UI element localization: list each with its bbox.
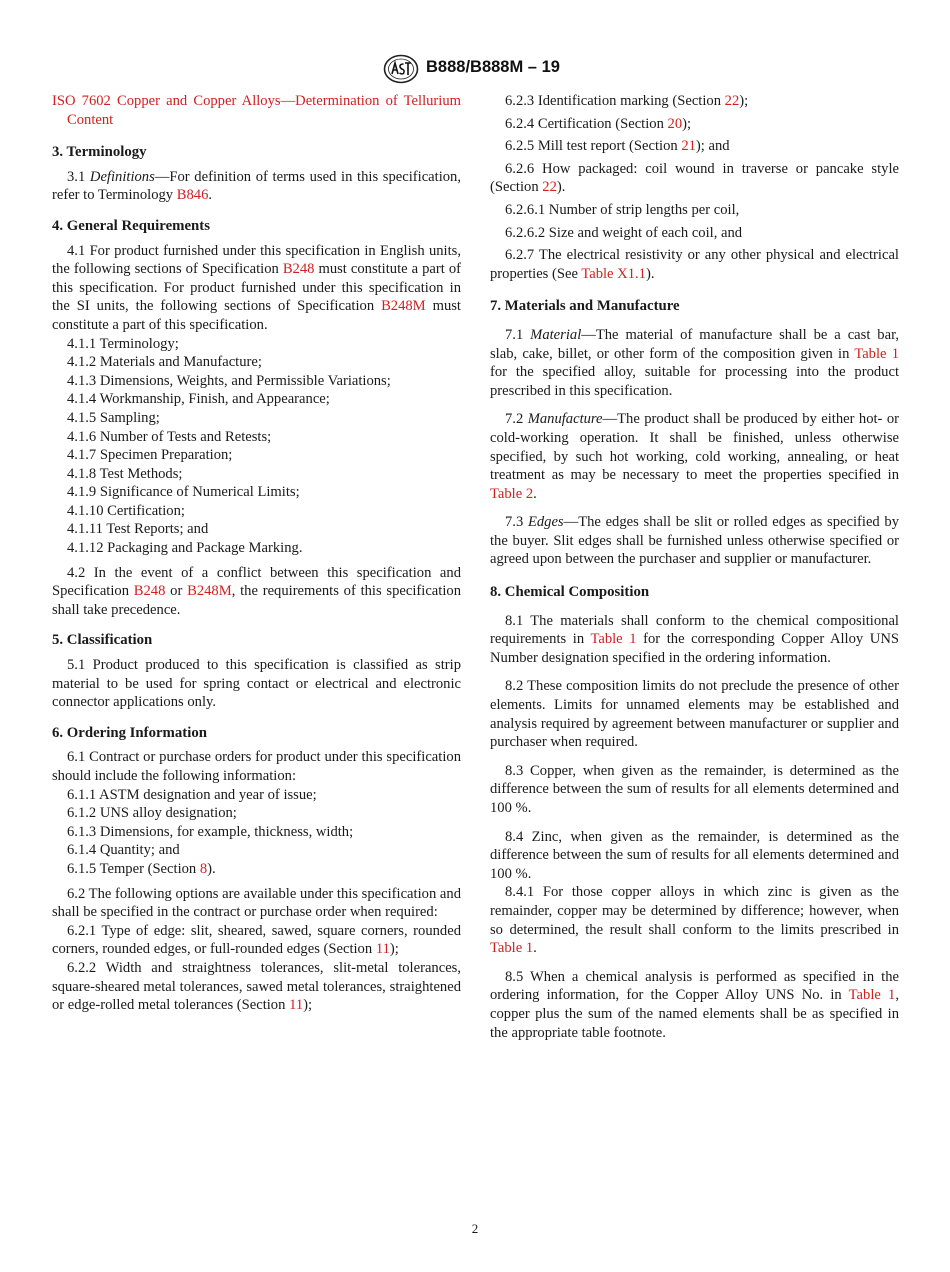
section-heading-8: 8. Chemical Composition [490, 584, 650, 601]
iso-code-link[interactable]: ISO 7602 [52, 93, 111, 109]
paragraph-8-3: 8.3 Copper, when given as the remainder, is determined as the difference between the sum of results for all elements determined and 100 %. [490, 762, 899, 816]
page-number: 2 [471, 1221, 479, 1236]
list-item: 4.1.4 Workmanship, Finish, and Appearance; [67, 391, 330, 408]
table-1-link[interactable]: Table 1 [854, 345, 899, 362]
section-heading-5: 5. Classification [52, 632, 153, 649]
paragraph-7-2: 7.2 Manufacture—The product shall be produced by either hot- or cold-working operation. It shall be finished, unless otherwise specified, by such hot working, cold working, annealing, or heat treatment as may be necessary to meet the properties specified in Table 2. [490, 411, 900, 502]
list-item: 6.1.5 Temper (Section 8). [67, 860, 216, 877]
list-item: 6.1.1 ASTM designation and year of issue; [67, 786, 317, 803]
list-item: 4.1.9 Significance of Numerical Limits; [67, 484, 300, 501]
iso-reference [52, 92, 461, 129]
table-x1-1-link[interactable]: Table X1.1 [581, 265, 646, 282]
section-22-link[interactable]: 22 [542, 179, 557, 196]
table-2-link[interactable]: Table 2 [490, 485, 534, 502]
list-item: 6.1.4 Quantity; and [67, 842, 180, 859]
paragraph-8-5: 8.5 When a chemical analysis is performed as specified in the ordering information, for the Copper Alloy UNS No. in Table 1, copper plus the sum of the named elements shall be as specified in the appropriate table footnote. [490, 968, 899, 1041]
paragraph-8-4-1: 8.4.1 For those copper alloys in which zinc is given as the remainder, copper may be determined by difference; however, when so determined, the result shall conform to the limits prescribed in Table 1. [490, 884, 899, 957]
left-column [52, 92, 461, 1015]
list-item: 4.1.2 Materials and Manufacture; [67, 354, 262, 371]
paragraph-6-2-6-1: 6.2.6.1 Number of strip lengths per coil, [505, 201, 740, 218]
section-21-link[interactable]: 21 [681, 138, 696, 155]
table-1-link[interactable]: Table 1 [590, 631, 637, 648]
iso-title-link[interactable]: Copper and Copper Alloys—Determination of Tellurium Content [67, 93, 461, 128]
section-20-link[interactable]: 20 [667, 115, 683, 132]
paragraph-6-2-5: 6.2.5 Mill test report (Section 21); and [505, 138, 730, 155]
paragraph-8-4: 8.4 Zinc, when given as the remainder, is determined as the difference between the sum of results for all elements determined and 100 %. [490, 828, 899, 882]
page-header [0, 54, 950, 84]
paragraph-4-2: 4.2 In the event of a conflict between this specification and Specification B248 or B248M, the requirements of this specification shall take precedence. [52, 564, 461, 618]
paragraph-7-1: 7.1 Material—The material of manufacture shall be a cast bar, slab, cake, billet, or other form of the composition given in Table 1 for the specified alloy, suitable for processing into the product prescribed in this specification. [490, 326, 900, 399]
list-item: 4.1.3 Dimensions, Weights, and Permissible Variations; [67, 372, 391, 389]
standard-designation: B888/B888M – 19 [426, 58, 560, 76]
paragraph-4-1: 4.1 For product furnished under this specification in English units, the following sections of Specification B248 must constitute a part of this specification. For product furnished under this specification in the SI units, the following sections of Specification B248M must constitute a part of this specification. [52, 242, 461, 333]
list-item: 6.1.3 Dimensions, for example, thickness, width; [67, 823, 354, 840]
b248m-link[interactable]: B248M [187, 583, 232, 600]
list-item: 4.1.6 Number of Tests and Retests; [67, 428, 272, 445]
paragraph-6-2-3: 6.2.3 Identification marking (Section 22); [505, 93, 749, 109]
list-item: 4.1.10 Certification; [67, 502, 185, 519]
paragraph-7-3: 7.3 Edges—The edges shall be slit or rolled edges as specified by the buyer. Slit edges shall be furnished unless otherwise specified or agreed upon between the purchaser and supplier or manufacturer. [490, 514, 900, 568]
paragraph-6-2-1: 6.2.1 Type of edge: slit, sheared, sawed, square corners, rounded corners, rounded edges, or full-rounded edges (Section 11); [52, 922, 461, 958]
b248-link[interactable]: B248 [282, 261, 315, 278]
paragraph-6-1: 6.1 Contract or purchase orders for product under this specification should include the following information: [52, 749, 461, 784]
list-item: 4.1.5 Sampling; [67, 409, 160, 426]
section-heading-3: 3. Terminology [52, 144, 147, 161]
list-item: 4.1.12 Packaging and Package Marking. [67, 540, 303, 557]
list-item: 4.1.1 Terminology; [67, 335, 179, 352]
paragraph-6-2-2: 6.2.2 Width and straightness tolerances, slit-metal tolerances, square-sheared metal tolerances, sawed metal tolerances, straightened or edge-rolled metal tolerances (Section 11); [52, 959, 461, 1014]
b846-link[interactable]: B846 [176, 187, 209, 204]
b248m-link[interactable]: B248M [381, 298, 426, 315]
paragraph-6-2: 6.2 The following options are available under this specification and shall be specified in the contract or purchase order when required: [52, 885, 461, 921]
section-11-link[interactable]: 11 [375, 941, 390, 958]
table-1-link[interactable]: Table 1 [848, 987, 896, 1004]
section-8-link[interactable]: 8 [199, 860, 208, 877]
section-22-link[interactable]: 22 [724, 93, 740, 109]
list-item: 4.1.11 Test Reports; and [67, 521, 209, 538]
paragraph-8-1: 8.1 The materials shall conform to the chemical compositional requirements in Table 1 for the corresponding Copper Alloy UNS Number designation specified in the ordering information. [490, 612, 899, 666]
paragraph-6-2-7: 6.2.7 The electrical resistivity or any other physical and electrical properties (See Table X1.1). [490, 247, 899, 282]
paragraph-8-2: 8.2 These composition limits do not preclude the presence of other elements. Limits for unnamed elements may be established and analysis required by agreement between manufacturer or supplier and purchaser when required. [490, 678, 899, 751]
paragraph-6-2-6-2: 6.2.6.2 Size and weight of each coil, and [505, 224, 743, 241]
list-item: 6.1.2 UNS alloy designation; [67, 805, 237, 822]
paragraph-3-1: 3.1 Definitions—For definition of terms used in this specification, refer to Terminology B846. [52, 168, 461, 204]
paragraph-6-2-4: 6.2.4 Certification (Section 20); [505, 115, 692, 132]
b248-link[interactable]: B248 [133, 583, 166, 600]
section-heading-6: 6. Ordering Information [52, 724, 207, 741]
list-item: 4.1.7 Specimen Preparation; [67, 447, 233, 464]
paragraph-6-2-6: 6.2.6 How packaged: coil wound in traverse or pancake style (Section 22). [490, 160, 899, 196]
table-1-link[interactable]: Table 1 [490, 940, 534, 957]
paragraph-5-1: 5.1 Product produced to this specification is classified as strip material to be used for spring contact or electrical and electronic connector applications only. [52, 657, 461, 711]
list-item: 4.1.8 Test Methods; [67, 465, 183, 482]
section-heading-7: 7. Materials and Manufacture [490, 298, 680, 315]
section-11-link[interactable]: 11 [289, 997, 304, 1014]
astm-logo-icon [383, 54, 419, 84]
section-heading-4: 4. General Requirements [52, 217, 210, 234]
right-column [490, 92, 899, 1042]
